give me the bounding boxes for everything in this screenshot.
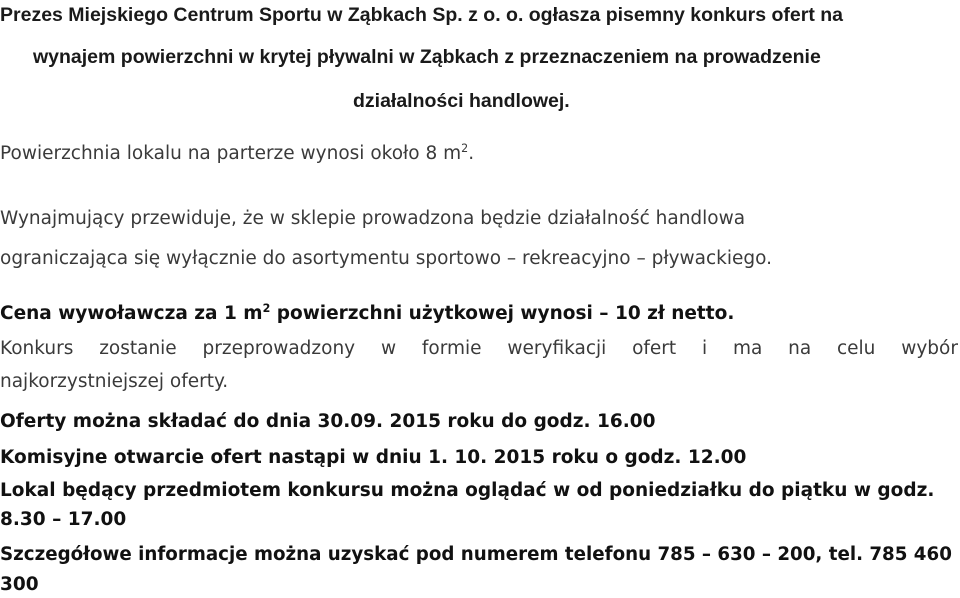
- viewing-line-2: 8.30 – 17.00: [0, 509, 127, 530]
- contest-word: przeprowadzony: [202, 338, 356, 359]
- contest-word: wybór: [901, 338, 958, 359]
- contest-word: ofert: [632, 338, 677, 359]
- deadline-paragraph: Oferty można składać do dnia 30.09. 2015 roku do godz. 16.00: [0, 411, 656, 432]
- contact-line-1: Szczegółowe informacje można uzyskać pod numerem telefonu 785 – 630 – 200, tel. 785 460: [0, 544, 952, 565]
- price-prefix: Cena wywoławcza za 1 m: [0, 303, 263, 324]
- contest-word: celu: [836, 338, 876, 359]
- contest-word: formie: [421, 338, 482, 359]
- landlord-line-2: ograniczająca się wyłącznie do asortymentu sportowo – rekreacyjno – pływackiego.: [0, 248, 773, 269]
- contest-word: weryfikacji: [507, 338, 607, 359]
- price-superscript: 2: [262, 301, 271, 315]
- contact-line-2: 300: [0, 574, 39, 595]
- contest-word: w: [380, 338, 397, 359]
- landlord-line-1: Wynajmujący przewiduje, że w sklepie prowadzona będzie działalność handlowa: [0, 208, 746, 229]
- contest-word: i: [701, 338, 708, 359]
- area-suffix: .: [468, 143, 475, 164]
- heading-line-3: działalności handlowej.: [353, 90, 570, 112]
- heading-line-2: wynajem powierzchni w krytej pływalni w Ząbkach z przeznaczeniem na prowadzenie: [33, 46, 821, 68]
- area-paragraph: [0, 141, 475, 164]
- contest-line-2: najkorzystniejszej oferty.: [0, 371, 229, 392]
- heading-line-1: Prezes Miejskiego Centrum Sportu w Ząbkach Sp. z o. o. ogłasza pisemny konkurs ofert na: [0, 4, 844, 26]
- contest-word: Konkurs: [0, 338, 74, 359]
- price-paragraph: [0, 301, 735, 324]
- contest-word: zostanie: [99, 338, 177, 359]
- area-text: Powierzchnia lokalu na parterze wynosi około 8 m: [0, 143, 462, 164]
- contest-word: ma: [732, 338, 763, 359]
- area-superscript: 2: [461, 141, 469, 155]
- viewing-line-1: Lokal będący przedmiotem konkursu można oglądać w od poniedziałku do piątku w godz.: [0, 480, 935, 501]
- opening-paragraph: Komisyjne otwarcie ofert nastąpi w dniu 1. 10. 2015 roku o godz. 12.00: [0, 447, 747, 468]
- price-suffix: powierzchni użytkowej wynosi – 10 zł netto.: [270, 303, 735, 324]
- contest-word: na: [788, 338, 812, 359]
- contest-line-1: [0, 340, 958, 359]
